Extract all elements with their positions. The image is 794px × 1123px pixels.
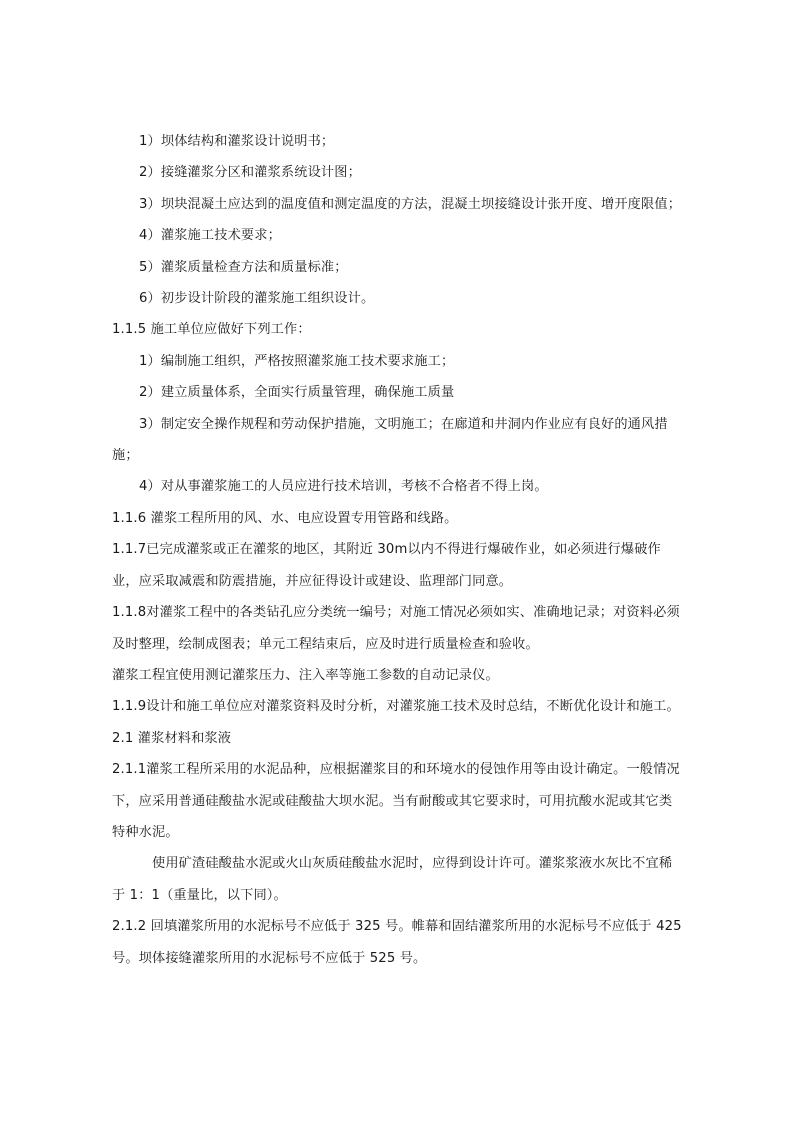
paragraph-item-9: 3）制定安全操作规程和劳动保护措施，文明施工；在廊道和井洞内作业应有良好的通风措施； <box>112 416 668 464</box>
section-1-1-9: 1.1.9设计和施工单位应对灌浆资料及时分析，对灌浆施工技术及时总结，不断优化设计和施工。 <box>112 699 680 715</box>
paragraph-item-6: 6）初步设计阶段的灌浆施工组织设计。 <box>139 291 375 307</box>
section-1-1-8: 1.1.8对灌浆工程中的各类钻孔应分类统一编号；对施工情况必须如实、准确地记录；对资料必须及时整理，绘制成图表；单元工程结束后，应及时进行质量检查和验收。 <box>112 605 680 652</box>
paragraph-item-3: 3）坝块混凝土应达到的温度值和测定温度的方法，混凝土坝接缝设计张开度、增开度限值； <box>139 196 682 212</box>
section-1-1-7: 1.1.7已完成灌浆或正在灌浆的地区，其附近 30m以内不得进行爆破作业，如必须进行爆破作业，应采取减震和防震措施，并应征得设计或建设、监理部门同意。 <box>112 542 661 589</box>
section-2-1-1: 2.1.1灌浆工程所采用的水泥品种，应根据灌浆目的和环境水的侵蚀作用等由设计确定。一般情况下，应采用普通硅酸盐水泥或硅酸盐大坝水泥。当有耐酸或其它要求时，可用抗酸水泥或其它类特种水泥。 <box>112 762 680 840</box>
paragraph-slag-cement: 使用矿渣硅酸盐水泥或火山灰质硅酸盐水泥时，应得到设计许可。灌浆浆液水灰比不宜稀于 1：1（重量比，以下同）。 <box>112 856 673 903</box>
paragraph-item-1: 1）坝体结构和灌浆设计说明书； <box>139 134 335 149</box>
paragraph-item-10: 4）对从事灌浆施工的人员应进行技术培训，考核不合格者不得上岗。 <box>139 479 548 495</box>
paragraph-item-2: 2）接缝灌浆分区和灌浆系统设计图； <box>139 165 361 181</box>
paragraph-item-5: 5）灌浆质量检查方法和质量标准； <box>139 259 348 275</box>
section-heading-1-1-5: 1.1.5 施工单位应做好下列工作： <box>112 322 311 338</box>
document-body <box>112 126 682 974</box>
paragraph-recorder: 灌浆工程宜使用测记灌浆压力、注入率等施工参数的自动记录仪。 <box>112 667 499 683</box>
paragraph-item-7: 1）编制施工组织，严格按照灌浆施工技术要求施工； <box>139 353 455 369</box>
section-1-1-6: 1.1.6 灌浆工程所用的风、水、电应设置专用管路和线路。 <box>112 510 458 526</box>
paragraph-item-8: 2）建立质量体系，全面实行质量管理，确保施工质量 <box>139 385 455 401</box>
section-heading-2-1: 2.1 灌浆材料和浆液 <box>112 730 232 746</box>
section-2-1-2: 2.1.2 回填灌浆所用的水泥标号不应低于 325 号。帷幕和固结灌浆所用的水泥标号不应低于 425 号。坝体接缝灌浆所用的水泥标号不应低于 525 号。 <box>112 919 682 966</box>
paragraph-item-4: 4）灌浆施工技术要求； <box>139 228 281 244</box>
